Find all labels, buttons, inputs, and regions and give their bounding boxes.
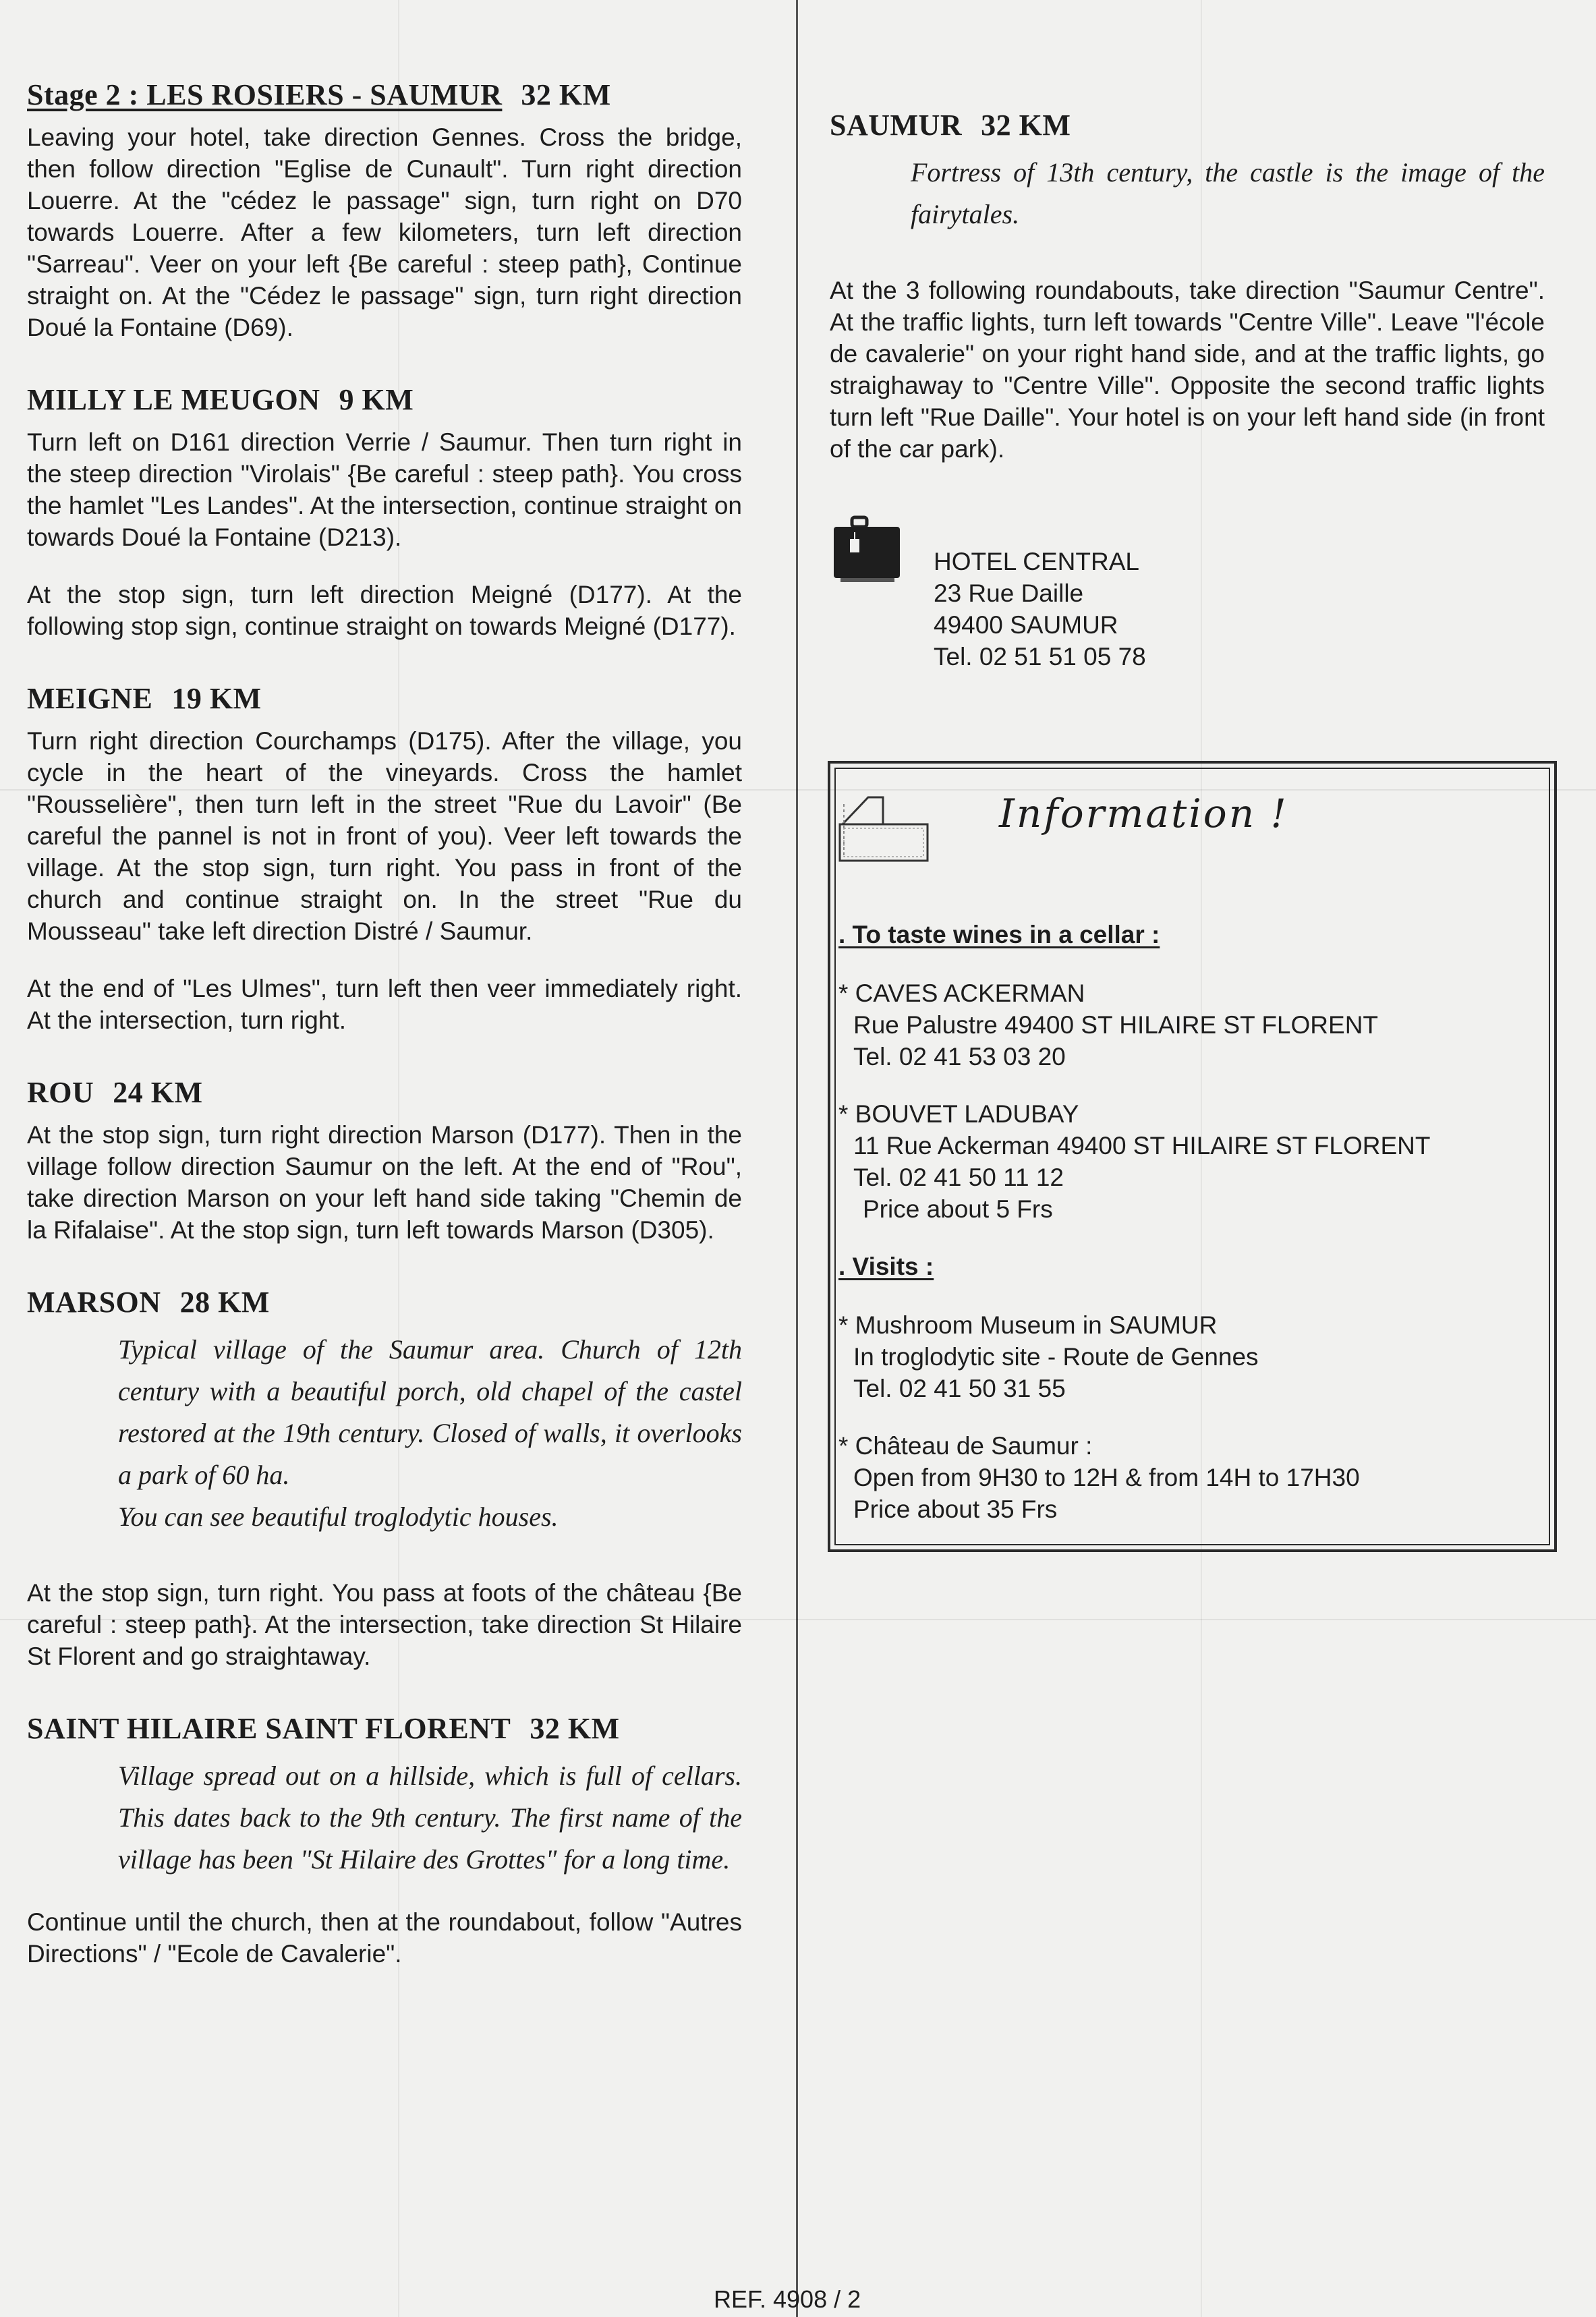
visit-entry [838,1430,1540,1525]
directions-paragraph: At the end of "Les Ulmes", turn left then veer immediately right. At the intersection, turn right. [27,975,742,1034]
section-name: SAUMUR [830,109,963,142]
stage-heading [27,78,742,112]
visit-detail: In troglodytic site - Route de Gennes [853,1343,1259,1371]
visits-heading: . Visits : [838,1253,934,1280]
section-heading [27,382,742,417]
reference-number: REF. 4908 / 2 [714,2285,861,2313]
visit-hours: Open from 9H30 to 12H & from 14H to 17H30 [853,1464,1360,1491]
fold-line [796,0,798,2317]
directions-paragraph: At the stop sign, turn left direction Meigné (D177). At the following stop sign, continue straight on towards Meigné (D177). [27,581,742,640]
right-column [830,108,1545,670]
section-name: MARSON [27,1286,161,1319]
visit-entry [838,1309,1540,1404]
information-title: Information ! [999,791,1288,836]
cellar-address: Rue Palustre 49400 ST HILAIRE ST FLORENT [853,1011,1379,1039]
section-distance: 28 KM [179,1286,270,1319]
section-heading [27,1285,742,1319]
cellar-name: * BOUVET LADUBAY [838,1100,1079,1128]
section-name: MEIGNE [27,682,153,715]
cellar-price: Price about 5 Frs [863,1195,1053,1223]
section-heading [27,681,742,716]
hotel-phone: Tel. 02 51 51 05 78 [934,643,1146,670]
directions-paragraph: At the 3 following roundabouts, take direction "Saumur Centre". At the traffic lights, turn left towards "Centre Ville". Leave "l'école de cavalerie" on your right hand side, and at the traffic lights, go straighaway to "Centre Ville". Opposite the second traffic lights turn left "Rue Daille". Your hotel is on your left hand side (in front of the car park). [830,277,1545,463]
cellar-name: * CAVES ACKERMAN [838,979,1085,1007]
cellar-phone: Tel. 02 41 53 03 20 [853,1043,1066,1070]
directions-paragraph: Turn left on D161 direction Verrie / Saumur. Then turn right in the steep direction "Virolais" {Be careful : steep path}. You cross the hamlet "Les Landes". At the intersection, continue straight on towards Doué la Fontaine (D213). [27,428,742,551]
cellar-entry [838,1098,1540,1225]
section-heading [27,1075,742,1110]
section-name: ROU [27,1076,94,1109]
information-body [838,919,1540,1551]
section-distance: 32 KM [530,1712,620,1745]
description-italic: You can see beautiful troglodytic houses. [118,1501,559,1532]
suitcase-icon [830,512,904,586]
cellar-address: 11 Rue Ackerman 49400 ST HILAIRE ST FLORENT [853,1132,1431,1160]
hotel-city: 49400 SAUMUR [934,611,1118,639]
visit-phone: Tel. 02 41 50 31 55 [853,1375,1066,1402]
description-italic: Fortress of 13th century, the castle is the image of the fairytales. [911,157,1545,229]
directions-paragraph: At the stop sign, turn right. You pass at foots of the château {Be careful : steep path}. At the intersection, take direction St Hilaire St Florent and go straightaway. [27,1579,742,1670]
hotel-name: HOTEL CENTRAL [934,548,1139,575]
hotel-address [934,546,1146,673]
visit-price: Price about 35 Frs [853,1495,1058,1523]
section-name: MILLY LE MEUGON [27,383,320,416]
section-distance: 32 KM [981,109,1071,142]
directions-paragraph: Leaving your hotel, take direction Gennes. Cross the bridge, then follow direction "Eglise de Cunault". Turn right direction Louerre. At the "cédez le passage" sign, turn right on D70 towards Louerre. After a few kilometers, turn left direction "Sarreau". Veer on your left {Be careful : steep path}, Continue straight on. At the "Cédez le passage" sign, turn right direction Doué la Fontaine (D69). [27,123,742,341]
cellar-phone: Tel. 02 41 50 11 12 [853,1164,1064,1191]
visit-name: * Mushroom Museum in SAUMUR [838,1311,1218,1339]
directions-paragraph: Turn right direction Courchamps (D175). After the village, you cycle in the heart of the vineyards. Cross the hamlet "Rousselière", then turn left in the street "Rue du Lavoir" (Be careful the pannel is not in front of you). Veer left towards the village. At the stop sign, turn right. You pass in front of the church and continue straight on. In the street "Rue du Mousseau" take left direction Distré / Saumur. [27,727,742,945]
section-heading [27,1711,742,1746]
stage-distance: 32 KM [521,78,611,111]
directions-paragraph: Continue until the church, then at the roundabout, follow "Autres Directions" / "Ecole de Cavalerie". [27,1908,742,1968]
hotel-block [830,512,1545,670]
stage-name: Stage 2 : LES ROSIERS - SAUMUR [27,78,503,111]
description-italic: Village spread out on a hillside, which is full of cellars. This dates back to the 9th century. The first name of the village has been "St Hilaire des Grottes" for a long time. [118,1761,742,1875]
section-distance: 9 KM [339,383,414,416]
section-heading [830,108,1545,142]
left-column [27,78,742,1970]
visit-name: * Château de Saumur : [838,1432,1093,1460]
cellar-entry [838,977,1540,1072]
hotel-street: 23 Rue Daille [934,579,1084,607]
section-name: SAINT HILAIRE SAINT FLORENT [27,1712,511,1745]
information-box [828,761,1557,1552]
section-distance: 24 KM [113,1076,203,1109]
document-icon [836,791,930,865]
cellar-heading: . To taste wines in a cellar : [838,921,1160,948]
directions-paragraph: At the stop sign, turn right direction Marson (D177). Then in the village follow direction Saumur on the left. At the end of "Rou", take direction Marson on your left hand side taking "Chemin de la Rifalaise". At the stop sign, turn left towards Marson (D305). [27,1121,742,1244]
section-distance: 19 KM [171,682,262,715]
description-italic: Typical village of the Saumur area. Church of 12th century with a beautiful porch, old chapel of the castel restored at the 19th century. Closed of walls, it overlooks a park of 60 ha. [118,1334,742,1490]
